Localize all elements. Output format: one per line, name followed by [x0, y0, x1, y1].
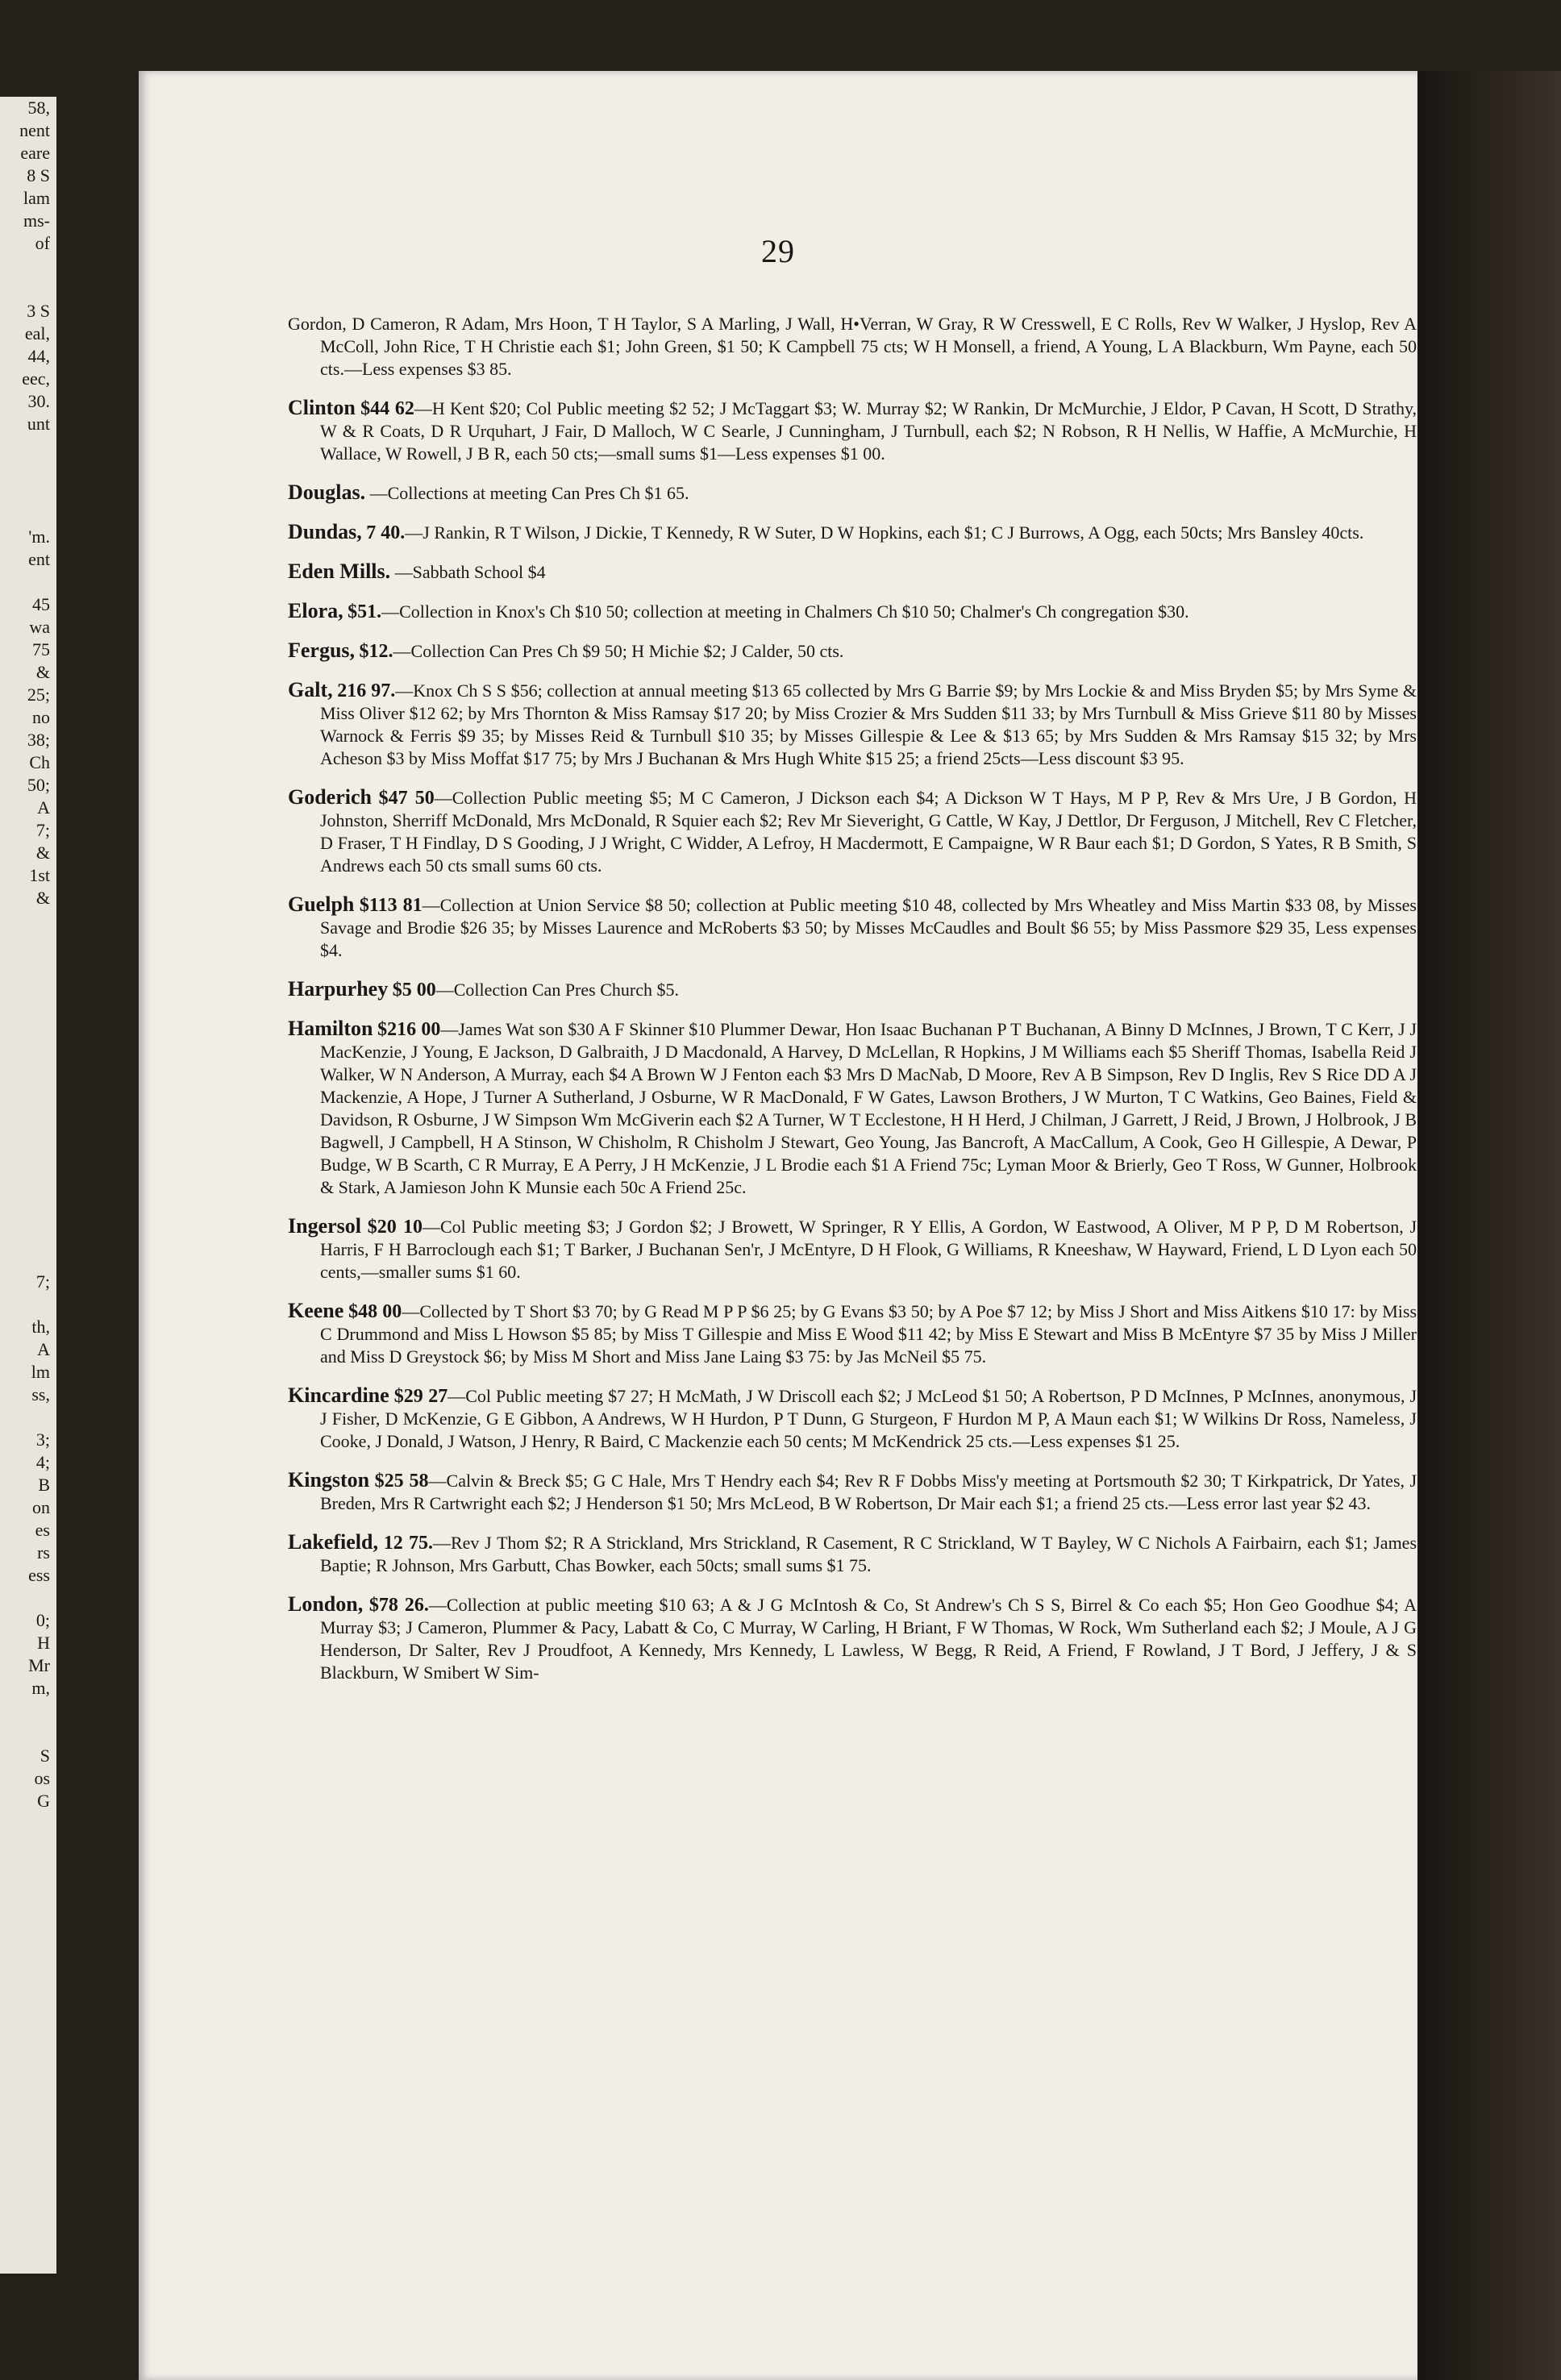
adjacent-page-fragment: 8 S: [27, 165, 50, 185]
adjacent-page-fragment: [0, 1113, 50, 1135]
adjacent-page-fragment: [0, 1067, 50, 1090]
adjacent-page-fragment: [0, 1722, 50, 1745]
adjacent-page-fragment: 25;: [27, 684, 50, 705]
entry-text: —Collection Can Pres Ch $9 50; H Michie $2; J Calder, 50 cts.: [393, 641, 844, 661]
adjacent-page-fragment: ms-: [23, 210, 50, 231]
donation-entry: [288, 679, 1417, 770]
entry-text: —Collection Can Pres Church $5.: [435, 980, 679, 1000]
place-name: Eden Mills.: [288, 560, 391, 583]
adjacent-page-fragment: on: [32, 1497, 50, 1517]
adjacent-page-fragment: [0, 1158, 50, 1180]
place-name: Kincardine: [288, 1383, 389, 1407]
place-name: Keene: [288, 1299, 344, 1322]
adjacent-page-fragment: 7;: [35, 820, 50, 840]
adjacent-page-fragment: 3;: [35, 1429, 50, 1450]
total-amount: $44 62: [360, 398, 414, 419]
place-name: Goderich: [288, 785, 372, 809]
adjacent-page-fragment: ss,: [31, 1384, 50, 1404]
adjacent-page-fragment: G: [37, 1791, 50, 1811]
adjacent-page-fragment: lm: [31, 1362, 50, 1382]
page-number: 29: [761, 233, 795, 269]
donation-entry: [288, 786, 1417, 877]
adjacent-page-fragment: [0, 1293, 50, 1316]
adjacent-page-fragment: 4;: [35, 1452, 50, 1472]
total-amount: $51.: [348, 601, 382, 622]
entry-text: —Collection in Knox's Ch $10 50; collection at meeting in Chalmers Ch $10 50; Chalmer's Ch congregation $30.: [381, 601, 1189, 622]
donation-entry: [288, 639, 1417, 663]
donation-entry: [288, 313, 1417, 381]
adjacent-page-fragment: 50;: [27, 775, 50, 795]
adjacent-page-fragment: 58,: [27, 98, 50, 118]
adjacent-page-fragment: 7;: [35, 1271, 50, 1292]
adjacent-page-fragment: [0, 1022, 50, 1045]
adjacent-page-fragment: 30.: [27, 391, 50, 411]
adjacent-page-fragment: [0, 1000, 50, 1022]
adjacent-page-fragment: Ch: [29, 752, 50, 772]
place-name: Hamilton: [288, 1017, 373, 1040]
total-amount: $48 00: [348, 1301, 402, 1322]
donation-entry: [288, 1531, 1417, 1577]
adjacent-page-fragment: no: [32, 707, 50, 727]
adjacent-page-fragment: eec,: [22, 368, 50, 389]
entry-text: —Col Public meeting $7 27; H McMath, J W Driscoll each $2; J McLeod $1 50; A Robertson, P D McInnes, P McInnes, anonymous, J J Fisher, D McKenzie, G E Gibbon, A Andrews, W H Hurdon, P T Dunn, G Sturgeon, F Hurdon M P, A Maun each $1; W Wilkins Dr Ross, Nameless, J Cooke, J Donald, J Watson, J Henry, R Baird, C Mackenzie each 50 cents; M McKendrick 25 cts.—Less expenses $1 25.: [320, 1386, 1417, 1451]
adjacent-page-fragment: unt: [27, 414, 50, 434]
adjacent-page-fragment: eal,: [24, 323, 50, 343]
total-amount: $29 27: [393, 1386, 448, 1407]
adjacent-page-fragment: es: [35, 1520, 50, 1540]
adjacent-page-fragment: os: [34, 1768, 50, 1788]
entry-text: Gordon, D Cameron, R Adam, Mrs Hoon, T H Taylor, S A Marling, J Wall, H•Verran, W Gray, R W Cresswell, E C Rolls, Rev W Walker, J Hyslop, Rev A McColl, John Rice, T H Christie each $1; John Green, $1 50; K Campbell 75 cts; W H Monsell, a friend, A Young, L A Blackburn, Wm Payne, each 50 cts.—Less expenses $3 85.: [288, 314, 1417, 379]
total-amount: $113 81: [359, 895, 423, 916]
adjacent-page-fragment: &: [35, 888, 50, 908]
place-name: Harpurhey: [288, 977, 389, 1001]
adjacent-page-fragment: 75: [32, 639, 50, 659]
donation-entry: [288, 1384, 1417, 1453]
total-amount: $78 26.: [368, 1595, 429, 1616]
place-name: Kingston: [288, 1468, 370, 1492]
adjacent-page-fragment: A: [37, 1339, 50, 1359]
adjacent-page-fragment: [0, 458, 50, 481]
place-name: Douglas.: [288, 481, 366, 504]
adjacent-page-fragment: [0, 1180, 50, 1203]
entry-text: —Col Public meeting $3; J Gordon $2; J Browett, W Springer, R Y Ellis, A Gordon, W Eastwood, A Oliver, M P P, D M Robertson, J Harris, F H Barroclough each $1; T Barker, J Buchanan Sen'r, J McEntyre, D H Flook, G Williams, R Kneeshaw, W Hayward, Friend, L D Lyon each 50 cents,—smaller sums $1 60.: [320, 1217, 1417, 1282]
adjacent-page-fragment: wa: [29, 617, 50, 637]
adjacent-page-fragment: nent: [19, 120, 50, 140]
entry-text: —Sabbath School $4: [394, 562, 546, 582]
entry-text: —H Kent $20; Col Public meeting $2 52; J McTaggart $3; W. Murray $2; W Rankin, Dr McMurchie, J Eldor, P Cavan, H Scott, D Strathy, W & R Coats, D R Urquhart, J Fair, D Malloch, W C Searle, J Cunningham, J Turnbull, each $2; N Robson, R H Nellis, W Haffie, A McMurchie, H Wallace, W Rowell, J B R, each 50 cts;—small sums $1—Less expenses $1 00.: [320, 398, 1417, 464]
page-content: [288, 313, 1417, 1700]
place-name: Lakefield,: [288, 1530, 378, 1554]
adjacent-page-fragment: 3 S: [27, 301, 50, 321]
total-amount: $12.: [359, 641, 393, 662]
entry-text: —Rev J Thom $2; R A Strickland, Mrs Strickland, R Casement, R C Strickland, W T Bayley, W C Nichols A Fairbairn, each $1; James Baptie; R Johnson, Mrs Garbutt, Chas Bowker, each 50cts; small sums $1 75.: [320, 1533, 1417, 1575]
adjacent-page-fragment: A: [37, 797, 50, 818]
adjacent-page-fragment: [0, 932, 50, 955]
adjacent-page-fragment: 'm.: [28, 526, 50, 547]
total-amount: 12 75.: [383, 1533, 433, 1554]
adjacent-page-fragment: of: [35, 233, 50, 253]
entry-text: —J Rankin, R T Wilson, J Dickie, T Kennedy, R W Suter, D W Hopkins, each $1; C J Burrows, A Ogg, each 50cts; Mrs Bansley 40cts.: [405, 522, 1364, 543]
adjacent-page-fragment: [0, 481, 50, 503]
adjacent-page-fragment: 0;: [35, 1610, 50, 1630]
adjacent-page-fragment: [0, 1700, 50, 1722]
donation-entry: [288, 1469, 1417, 1515]
adjacent-page-fragment: eare: [20, 143, 50, 163]
document-page: [139, 71, 1417, 2380]
adjacent-page-fragment: 45: [32, 594, 50, 614]
adjacent-page-fragment: [0, 955, 50, 977]
place-name: Elora,: [288, 599, 343, 622]
donation-entry: [288, 1215, 1417, 1284]
adjacent-page-fragment: 38;: [27, 730, 50, 750]
entry-text: —Collection Public meeting $5; M C Cameron, J Dickson each $4; A Dickson W T Hays, M P P, Rev & Mrs Ure, J B Gordon, H Johnston, Sherriff McDonald, Mrs McDonald, R Squier each $2; Rev Mr Sieveright, G Cattle, W Kay, J Dettlor, Dr Ferguson, J Mitchell, Rev C Fletcher, D Fraser, T H Findlay, D S Gooding, J J Wright, C Widder, A Lefroy, H Macdermott, E Campaigne, W R Baur each $1; D Gordon, S Yates, R B Smith, S Andrews each 50 cts small sums 60 cts.: [320, 788, 1417, 876]
adjacent-page-fragment: [0, 909, 50, 932]
donation-entry: [288, 560, 1417, 584]
adjacent-page-fragment: [0, 1248, 50, 1271]
adjacent-page-fragment: 1st: [29, 865, 50, 885]
adjacent-page-fragment: 44,: [27, 346, 50, 366]
adjacent-page-fragment: [0, 1135, 50, 1158]
place-name: Fergus,: [288, 639, 356, 662]
adjacent-page-fragment: H: [37, 1633, 50, 1653]
adjacent-page-fragment: [0, 1406, 50, 1429]
adjacent-page-edge: [0, 97, 56, 2274]
total-amount: $25 58: [374, 1471, 429, 1492]
entry-text: —Collection at public meeting $10 63; A & J G McIntosh & Co, St Andrew's Ch S S, Birrel & Co each $5; Hon Geo Goodhue $4; A Murray $3; J Cameron, Plummer & Pacy, Labatt & Co, C Murray, W Carling, H Briant, F W Thomas, W Rock, Wm Sutherland each $2; J Moule, A J G Henderson, Dr Salter, Rev J Proudfoot, A Kennedy, Mrs Kennedy, L Lawless, W Begg, R Reid, A Friend, F Rowland, J T Bord, J Jeffery, J & S Blackburn, W Smibert W Sim-: [320, 1595, 1417, 1683]
total-amount: $5 00: [392, 980, 436, 1001]
adjacent-page-fragment: B: [38, 1475, 50, 1495]
entry-text: —Calvin & Breck $5; G C Hale, Mrs T Hendry each $4; Rev R F Dobbs Miss'y meeting at Portsmouth $2 30; T Kirkpatrick, Dr Yates, J Breden, Mrs R Cartwright each $2; J Henderson $1 50; Mrs McLeod, B W Robertson, Dr Mair each $1; a friend 25 cts.—Less error last year $2 43.: [320, 1471, 1417, 1513]
total-amount: 216 97.: [337, 680, 396, 701]
adjacent-page-fragment: rs: [37, 1542, 50, 1562]
adjacent-page-fragment: m,: [31, 1678, 50, 1698]
donation-entry: [288, 600, 1417, 623]
donation-entry: [288, 1593, 1417, 1684]
adjacent-page-fragment: [0, 1090, 50, 1113]
place-name: Guelph: [288, 892, 355, 916]
adjacent-page-fragment: [0, 503, 50, 526]
total-amount: $47 50: [378, 788, 435, 809]
total-amount: $20 10: [367, 1217, 423, 1238]
adjacent-page-fragment: [0, 1045, 50, 1067]
donation-entry: [288, 397, 1417, 465]
adjacent-page-fragment: S: [40, 1745, 50, 1766]
place-name: Ingersol: [288, 1214, 361, 1238]
place-name: Galt,: [288, 678, 333, 701]
place-name: London,: [288, 1592, 364, 1616]
entry-text: —Collected by T Short $3 70; by G Read M P P $6 25; by G Evans $3 50; by A Poe $7 12; by Miss J Short and Miss Aitkens $10 17: by Miss C Drummond and Miss L Howson $5 85; by Miss T Gillespie and Miss E Wood $11 42; by Miss E Stewart and Miss B McEntyre $7 35 by Miss J Miller and Miss D Greystock $6; by Miss M Short and Miss Jane Laing $3 75: by Jas McNeil $5 75.: [320, 1301, 1417, 1367]
adjacent-page-fragment: [0, 571, 50, 593]
place-name: Dundas,: [288, 520, 362, 543]
adjacent-page-fragment: [0, 277, 50, 300]
donation-entry: [288, 978, 1417, 1001]
adjacent-page-fragment: Mr: [28, 1655, 50, 1675]
adjacent-page-fragment: [0, 977, 50, 1000]
total-amount: $216 00: [377, 1019, 441, 1040]
adjacent-page-fragment: [0, 1587, 50, 1609]
donation-entry: [288, 1017, 1417, 1199]
donation-entry: [288, 1300, 1417, 1368]
place-name: Clinton: [288, 396, 356, 419]
donation-entry: [288, 481, 1417, 505]
page-background: [1417, 71, 1561, 2380]
adjacent-page-fragment: [0, 255, 50, 277]
adjacent-page-fragment: th,: [31, 1317, 50, 1337]
adjacent-page-fragment: ess: [28, 1565, 50, 1585]
adjacent-page-fragment: ent: [28, 549, 50, 569]
entry-text: —Collection at Union Service $8 50; collection at Public meeting $10 48, collected by Mrs Wheatley and Miss Martin $33 08, by Misses Savage and Brodie $26 35; by Misses Laurence and McRoberts $3 50; by Misses McCaudles and Boult $6 55; by Miss Passmore $29 35, Less expenses $4.: [320, 895, 1417, 960]
entry-text: —James Wat son $30 A F Skinner $10 Plummer Dewar, Hon Isaac Buchanan P T Buchanan, A Binny D McInnes, J Brown, T C Kerr, J J MacKenzie, J Young, E Jackson, D Galbraith, J D Macdonald, A Harvey, D McLellan, R Hopkins, J M Williams each $5 Sheriff Thomas, Isabella Reid J Walker, W N Anderson, A Murray, each $4 A Brown W J Fenton each $3 Mrs D MacNab, D Moore, Rev A B Simpson, Rev D Inglis, Rev S Rice DD A J Mackenzie, A Hope, J Turner A Sutherland, J Osburne, W R MacDonald, F W Gates, Lawson Brothers, J W Murton, T C Watkins, Geo Baines, Field & Davidson, R Osburne, J W Simpson Wm McGiverin each $2 A Turner, W T Ecclestone, H H Herd, J Chilman, J Garrett, J Reid, J Brown, J Holbrook, J B Bagwell, J Campbell, H A Stinson, W Chisholm, R Chisholm J Stewart, Geo Young, Jas Bancroft, A MacCallum, A Cook, Geo H Gillespie, A Dewar, P Budge, W B Scarth, C R Murray, E A Perry, J H McKenzie, J L Brodie each $1 A Friend 75c; Lyman Moor & Brierly, Geo T Ross, W Gunner, Holbrook & Stark, A Jamieson John K Munsie each 50c A Friend 25c.: [320, 1019, 1417, 1197]
adjacent-page-fragment: &: [35, 843, 50, 863]
total-amount: 7 40.: [366, 522, 406, 543]
adjacent-page-text: [0, 97, 56, 1812]
adjacent-page-fragment: [0, 435, 50, 458]
entry-text: —Collections at meeting Can Pres Ch $1 65.: [369, 483, 689, 503]
adjacent-page-fragment: lam: [23, 188, 50, 208]
adjacent-page-fragment: [0, 1225, 50, 1248]
adjacent-page-fragment: [0, 1203, 50, 1225]
donation-entry: [288, 893, 1417, 962]
adjacent-page-fragment: &: [35, 662, 50, 682]
donation-entry: [288, 521, 1417, 544]
entry-text: —Knox Ch S S $56; collection at annual meeting $13 65 collected by Mrs G Barrie $9; by Mrs Lockie & and Miss Bryden $5; by Mrs Syme & Miss Oliver $12 62; by Mrs Thornton & Miss Ramsay $17 20; by Miss Crozier & Mrs Sudden $11 33; by Mrs Turnbull & Miss Grieve $11 80 by Misses Warnock & Ferris $9 35; by Misses Reid & Turnbull $10 35; by Misses Gillespie & Lee & $13 65; by Mrs Sudden & Mrs Ramsay $15 32; by Mrs Acheson $3 by Miss Moffat $17 75; by Mrs J Buchanan & Mrs Hugh White $15 25; a friend 25cts—Less discount $3 95.: [320, 680, 1417, 768]
